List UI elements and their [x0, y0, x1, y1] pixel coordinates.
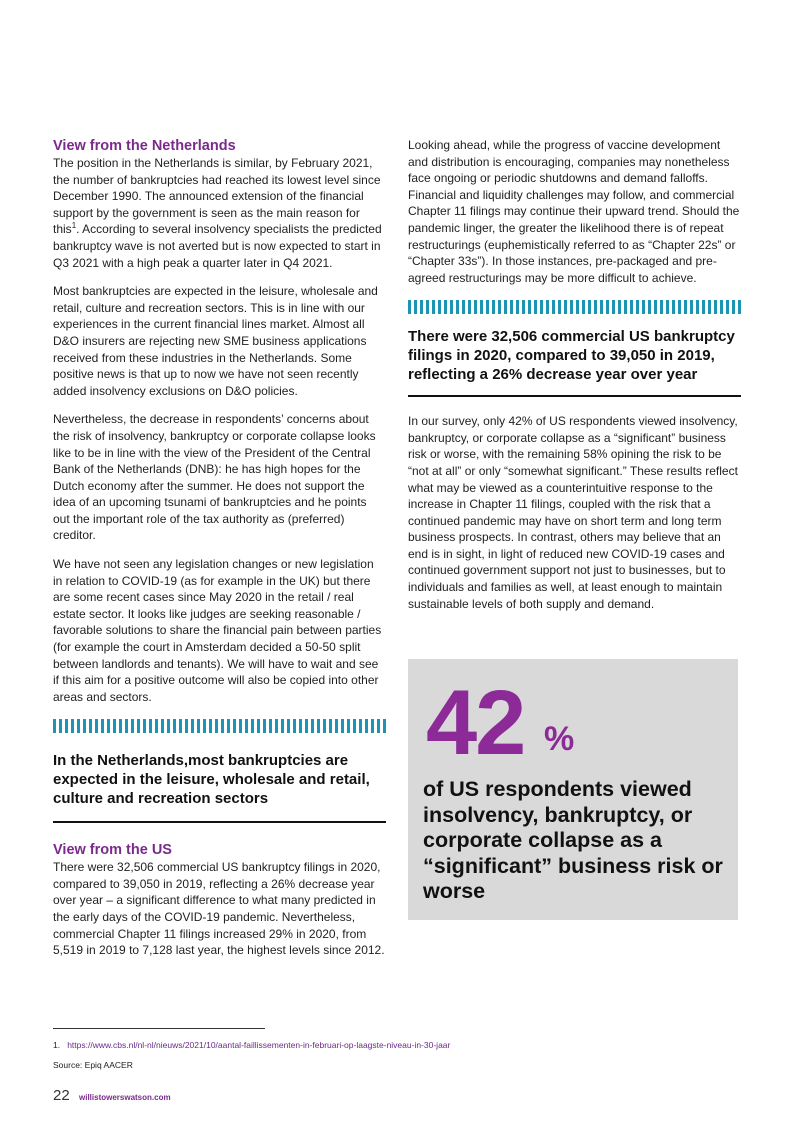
left-column: [53, 137, 386, 959]
pull-quote-rule: [408, 395, 741, 397]
footnote-link[interactable]: https://www.cbs.nl/nl-nl/nieuws/2021/10/aantal-faillissementen-in-februari-op-laagste-niveau-in-30-jaar: [67, 1040, 451, 1050]
site-link[interactable]: willistowerswatson.com: [79, 1093, 171, 1102]
stripe-divider: [408, 300, 741, 314]
footnote: [53, 1039, 450, 1051]
netherlands-heading: View from the Netherlands: [53, 138, 236, 154]
nl-paragraph-3: Nevertheless, the decrease in respondents’ concerns about the risk of insolvency, bankruptcy or corporate collapse looks like to be in line with the view of the President of the Central Bank of the Netherlands (DNB): he has high hopes for the Dutch economy after the summer. He does not support the idea of an upcoming tsunami of bankruptcies and he points out the important role of the tax authority as (preferred) creditor.: [53, 412, 376, 543]
stat-description: of US respondents viewed insolvency, bankruptcy, or corporate collapse as a “significant” business risk or worse: [423, 777, 723, 903]
us-heading: View from the US: [53, 842, 172, 859]
stat-percent-sign: %: [544, 720, 575, 758]
nl-paragraph-4: We have not seen any legislation changes or new legislation in relation to COVID-19 (as for example in the UK) but there are some recent cases since May 2020 in the retail / real estate sector. It looks like judges are seeking reasonable / favorable solutions to share the financial pain between parties (for example the court in Amsterdam decided a 50-50 split between landlords and tenants). We will have to wait and see if this aim for a positive outcome will also be copied into other areas and sectors.: [53, 557, 382, 704]
pull-quote-rule: [53, 821, 386, 823]
footnote-divider: [53, 1028, 265, 1029]
footnote-number: 1.: [53, 1040, 61, 1050]
page-number: 22: [53, 1087, 70, 1104]
nl-pull-quote: In the Netherlands,most bankruptcies are expected in the leisure, wholesale and retail, culture and recreation sectors: [53, 752, 370, 807]
right-column: [408, 137, 741, 612]
us-paragraph-1: There were 32,506 commercial US bankruptcy filings in 2020, compared to 39,050 in 2019, reflecting a 26% decrease year over year – a significant difference to what many predicted in the early days of the COVID-19 pandemic. Nevertheless, commercial Chapter 11 filings increased 29% in 2020, from 5,519 in 2019 to 7,128 last year, the highest levels since 2012.: [53, 860, 385, 958]
nl-paragraph-1: [53, 155, 386, 271]
nl-paragraph-2: Most bankruptcies are expected in the leisure, wholesale and retail, culture and recreation sectors. This is in line with our experiences in the current financial lines market. Almost all D&O insurers are rejecting new SME business applications received from these industries in the Netherlands. Some positive news is that up to now we have not seen recently added insolvency exclusions on D&O policies.: [53, 284, 378, 398]
footnote-marker[interactable]: 1: [71, 221, 77, 231]
source-line: Source: Epiq AACER: [53, 1060, 133, 1070]
stat-callout: [408, 659, 738, 920]
stripe-divider: [53, 719, 386, 733]
stat-number: 42: [426, 672, 525, 774]
right-paragraph-1: Looking ahead, while the progress of vaccine development and distribution is encouraging, companies may nonetheless face ongoing or periodic shutdowns and demand falloffs. Financial and liquidity challenges may follow, and commercial Chapter 11 filings may continue their upward trend. Should the pandemic linger, the greater the likelihood there is of repeat restructurings (euphemistically referred to as “Chapter 22s” or “Chapter 33s”). In those instances, pre-packaged and pre-agreed restructurings may be more difficult to achieve.: [408, 138, 740, 285]
nl-paragraph-1-tail: . According to several insolvency specialists the predicted bankruptcy wave is not averted but is now expected to start in Q3 2021 with a high peak a quarter later in Q4 2021.: [53, 222, 382, 270]
right-paragraph-2: In our survey, only 42% of US respondents viewed insolvency, bankruptcy, or corporate collapse as a “significant” business risk or worse, with the remaining 58% opining the risk to be “not at all” or only “somewhat significant.” These results reflect what may be viewed as a counterintuitive response to the increase in Chapter 11 filings, coupled with the risk that a continued pandemic may have on short term and long term business prospects. In contrast, others may believe that an end is in sight, in light of reduced new COVID-19 cases and continued government support not just to businesses, but to individuals and families as well, at least enough to maintain sustainable levels of both supply and demand.: [408, 414, 738, 611]
us-pull-quote: There were 32,506 commercial US bankruptcy filings in 2020, compared to 39,050 in 2019, reflecting a 26% decrease year over year: [408, 328, 735, 383]
nl-paragraph-1-text: The position in the Netherlands is similar, by February 2021, the number of bankruptcies had reached its lowest level since December 1990. The announced extension of the financial support by the government is seen as the main reason for this: [53, 156, 381, 237]
